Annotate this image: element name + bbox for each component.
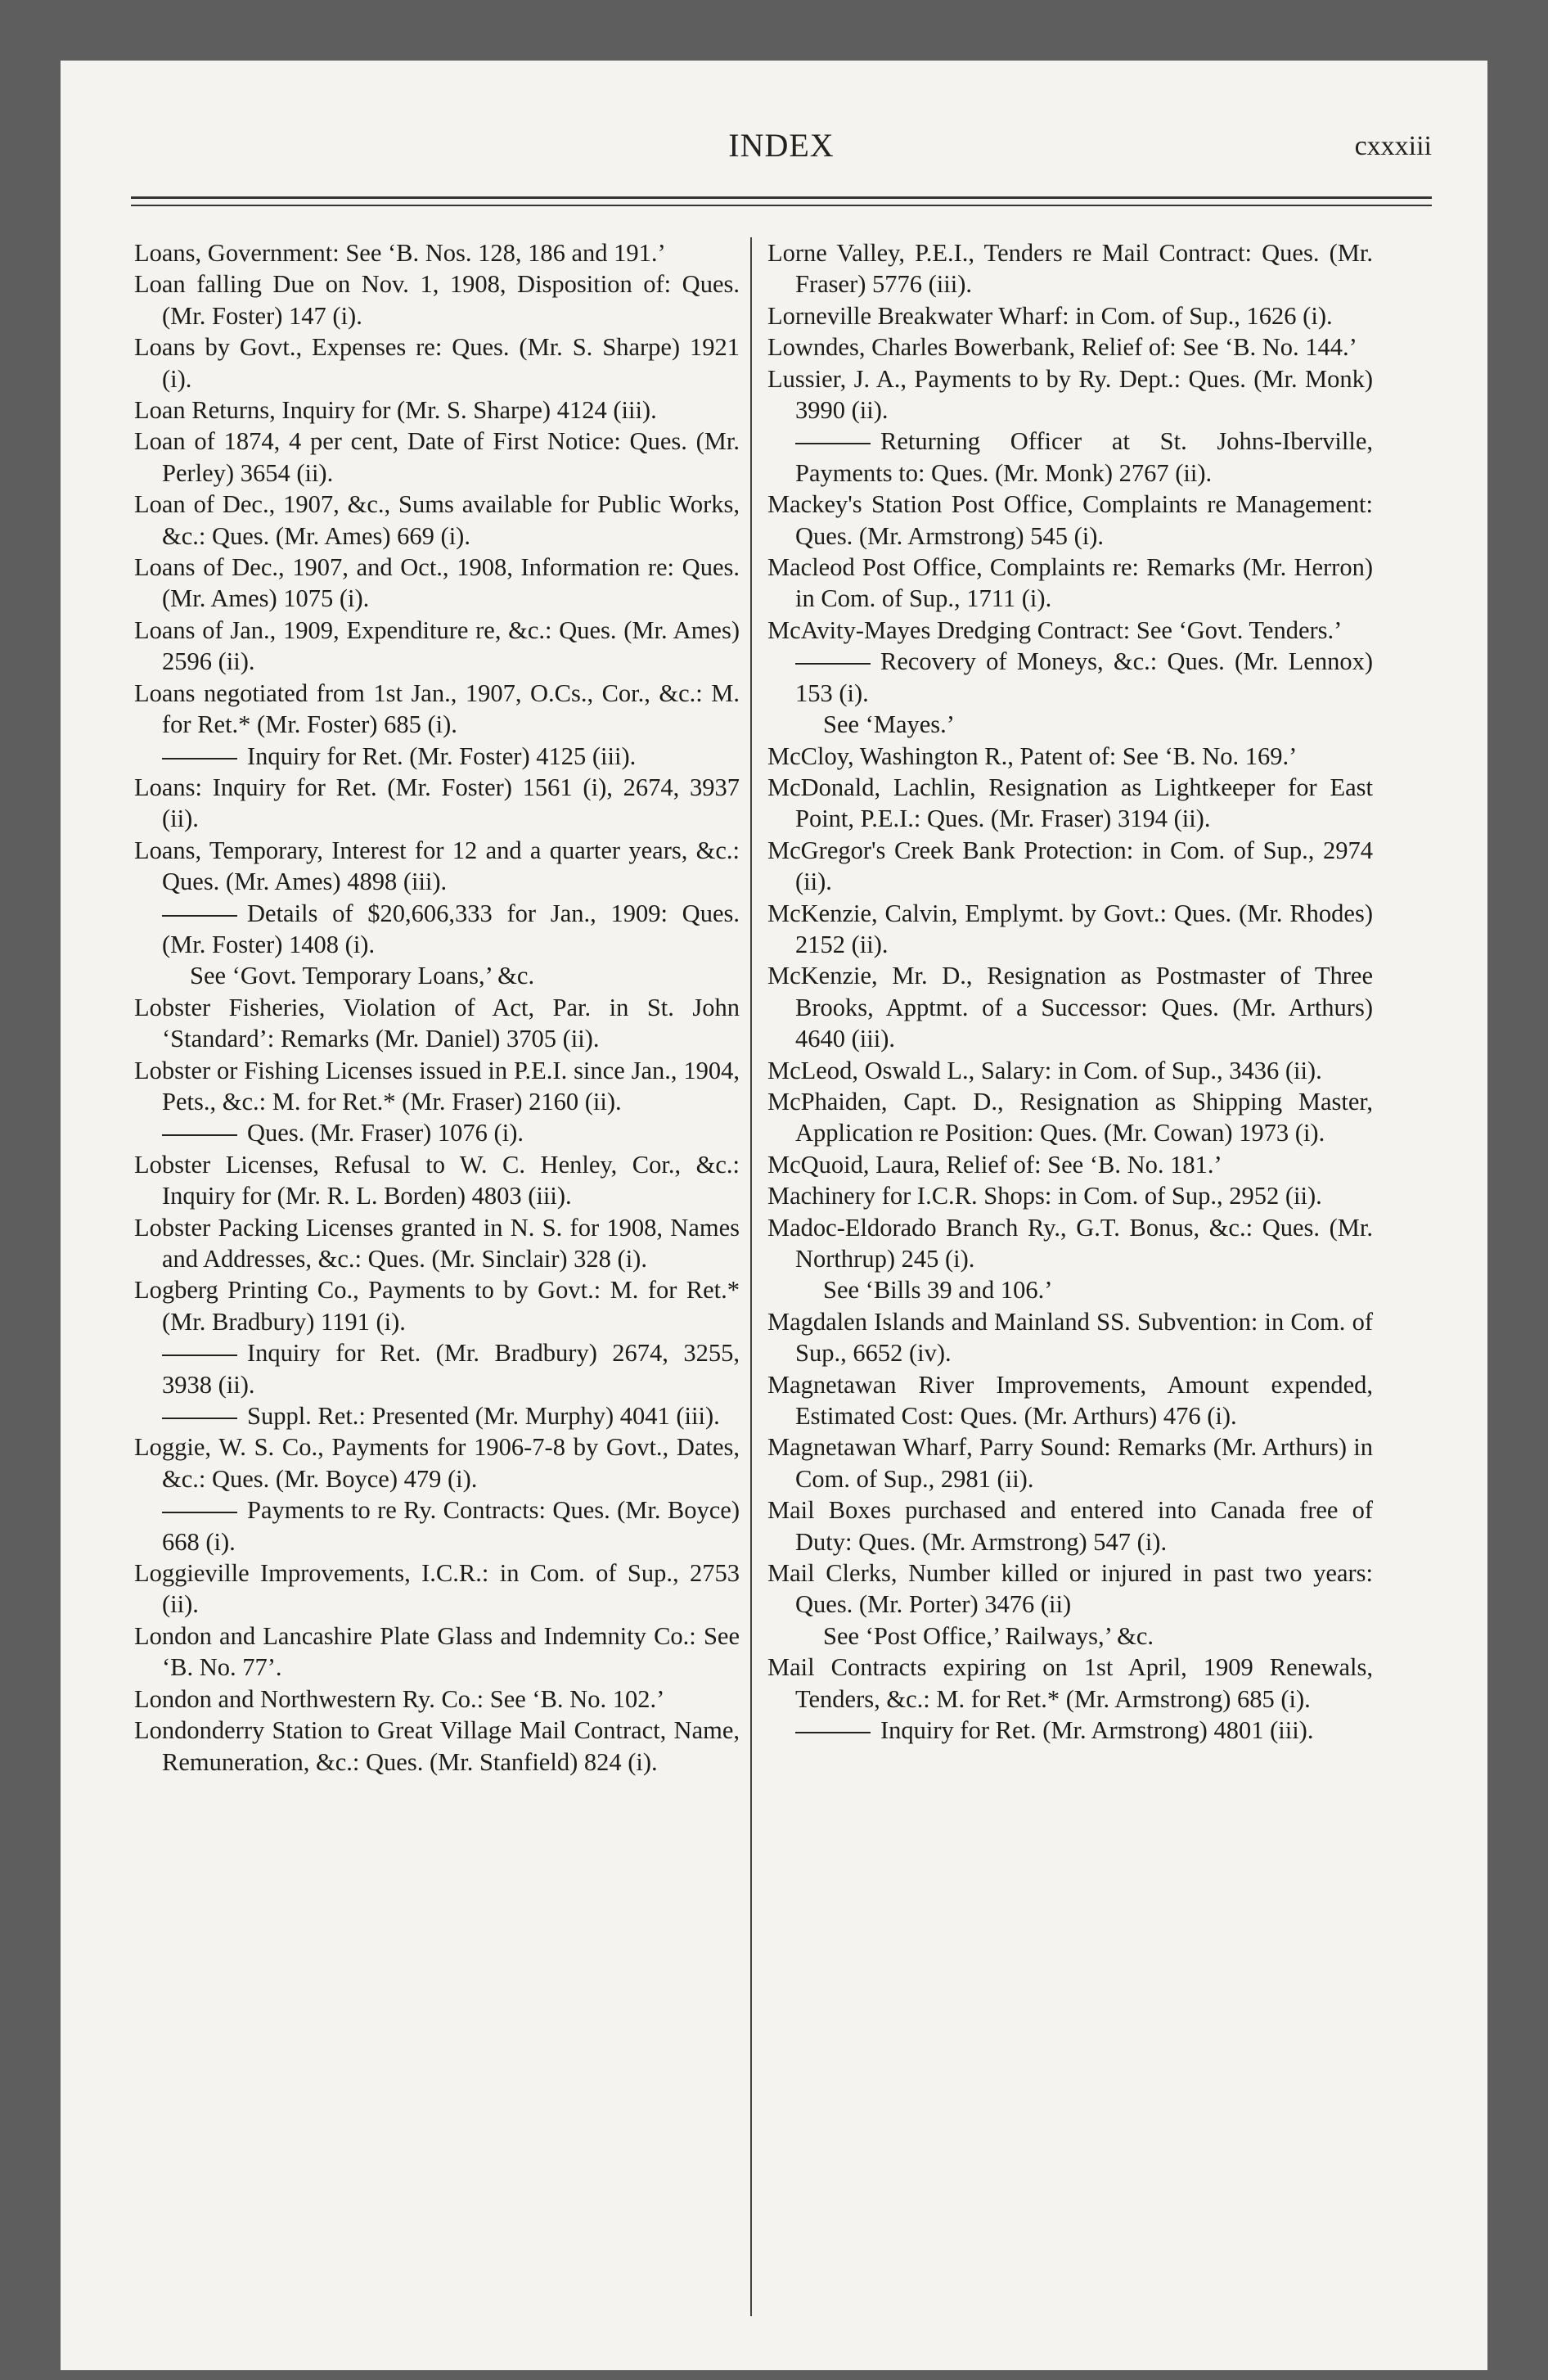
index-column-right — [767, 237, 1373, 1747]
index-entry-text: Lobster Packing Licenses granted in N. S. for 1908, Names and Addresses, &c.: Ques. (Mr. Sinclair) 328 (i). — [134, 1213, 740, 1273]
index-entry-text: Magdalen Islands and Mainland SS. Subvention: in Com. of Sup., 6652 (iv). — [767, 1307, 1373, 1368]
index-entry — [767, 960, 1373, 1054]
index-entry — [767, 1180, 1373, 1211]
index-entry — [767, 1055, 1373, 1086]
index-entry — [767, 426, 1373, 489]
ditto-dash — [162, 758, 237, 760]
index-entry — [134, 1212, 740, 1275]
index-entry-text: McKenzie, Mr. D., Resignation as Postmaster of Three Brooks, Apptmt. of a Successor: Ques. (Mr. Arthurs) 4640 (iii). — [767, 962, 1373, 1053]
index-entry — [134, 1684, 740, 1715]
index-entry-text: Loans: Inquiry for Ret. (Mr. Foster) 1561 (i), 2674, 3937 (ii). — [134, 773, 740, 833]
index-page — [61, 61, 1487, 2370]
index-entry — [767, 709, 1373, 740]
index-entry-text: Inquiry for Ret. (Mr. Armstrong) 4801 (iii). — [880, 1716, 1314, 1745]
index-entry-text: Mail Boxes purchased and entered into Canada free of Duty: Ques. (Mr. Armstrong) 547 (i). — [767, 1496, 1373, 1556]
index-entry — [134, 237, 740, 268]
index-entry-text: Inquiry for Ret. (Mr. Bradbury) 2674, 3255, 3938 (ii). — [162, 1339, 740, 1399]
index-entry-text: Loans, Temporary, Interest for 12 and a quarter years, &c.: Ques. (Mr. Ames) 4898 (iii). — [134, 836, 740, 896]
index-entry-text: Loggieville Improvements, I.C.R.: in Com. of Sup., 2753 (ii). — [134, 1559, 740, 1619]
index-entry-text: Loggie, W. S. Co., Payments for 1906-7-8 by Govt., Dates, &c.: Ques. (Mr. Boyce) 479 (i). — [134, 1433, 740, 1493]
index-entry-text: Loans negotiated from 1st Jan., 1907, O.Cs., Cor., &c.: M. for Ret.* (Mr. Foster) 685 (i). — [134, 678, 740, 739]
index-entry — [767, 1431, 1373, 1494]
ditto-dash — [795, 1732, 871, 1733]
index-entry-text: Lowndes, Charles Bowerbank, Relief of: See ‘B. No. 144.’ — [767, 333, 1357, 362]
ditto-dash — [162, 1134, 237, 1136]
index-entry-text: See ‘Govt. Temporary Loans,’ &c. — [190, 962, 535, 990]
index-entry-text: Lorneville Breakwater Wharf: in Com. of Sup., 1626 (i). — [767, 301, 1333, 330]
index-entry — [767, 1715, 1373, 1746]
index-entry — [767, 835, 1373, 898]
index-entry — [767, 300, 1373, 331]
index-entry-text: Loans by Govt., Expenses re: Ques. (Mr. S. Sharpe) 1921 (i). — [134, 333, 740, 393]
index-entry — [767, 1494, 1373, 1557]
index-entry — [134, 1337, 740, 1400]
index-entry — [134, 268, 740, 331]
index-entry-text: Loan of Dec., 1907, &c., Sums available for Public Works, &c.: Ques. (Mr. Ames) 669 (i). — [134, 490, 740, 550]
index-entry-text: Loans of Jan., 1909, Expenditure re, &c.: Ques. (Mr. Ames) 2596 (ii). — [134, 615, 740, 676]
index-column-left — [134, 237, 740, 1778]
index-entry-text: Suppl. Ret.: Presented (Mr. Murphy) 4041 (iii). — [247, 1402, 720, 1431]
index-entry-text: Payments to re Ry. Contracts: Ques. (Mr. Boyce) 668 (i). — [162, 1496, 740, 1556]
index-entry-text: Loans, Government: See ‘B. Nos. 128, 186 and 191.’ — [134, 239, 666, 267]
page-header — [131, 126, 1432, 175]
index-entry-text: See ‘Post Office,’ Railways,’ &c. — [823, 1621, 1154, 1650]
index-entry-text: McQuoid, Laura, Relief of: See ‘B. No. 181.’ — [767, 1150, 1222, 1179]
index-entry — [134, 1620, 740, 1684]
index-entry — [134, 678, 740, 741]
ditto-dash — [162, 1355, 237, 1356]
index-entry — [767, 646, 1373, 709]
index-entry — [134, 1494, 740, 1557]
index-entry — [134, 1274, 740, 1337]
index-entry — [767, 898, 1373, 961]
index-entry — [134, 1149, 740, 1212]
index-entry-text: Returning Officer at St. Johns-Iberville, Payments to: Ques. (Mr. Monk) 2767 (ii). — [795, 427, 1373, 487]
ditto-dash — [162, 1418, 237, 1419]
index-entry — [134, 426, 740, 489]
index-entry-text: Lorne Valley, P.E.I., Tenders re Mail Contract: Ques. (Mr. Fraser) 5776 (iii). — [767, 239, 1373, 299]
index-entry — [134, 331, 740, 394]
column-divider — [750, 237, 752, 2316]
index-entry — [134, 741, 740, 772]
index-entry — [767, 1086, 1373, 1149]
index-entry — [767, 363, 1373, 426]
index-entry — [767, 1557, 1373, 1620]
index-entry-text: McKenzie, Calvin, Emplymt. by Govt.: Ques. (Mr. Rhodes) 2152 (ii). — [767, 899, 1373, 958]
index-entry-text: London and Lancashire Plate Glass and Indemnity Co.: See ‘B. No. 77’. — [134, 1621, 740, 1682]
index-entry — [767, 1274, 1373, 1305]
index-entry — [134, 1400, 740, 1431]
index-entry — [767, 1620, 1373, 1652]
index-entry — [767, 331, 1373, 363]
index-entry — [767, 237, 1373, 300]
index-entry-text: Details of $20,606,333 for Jan., 1909: Ques. (Mr. Foster) 1408 (i). — [162, 899, 740, 958]
index-entry-text: Mail Clerks, Number killed or injured in past two years: Ques. (Mr. Porter) 3476 (ii) — [767, 1559, 1373, 1619]
index-entry-text: Magnetawan Wharf, Parry Sound: Remarks (Mr. Arthurs) in Com. of Sup., 2981 (ii). — [767, 1433, 1373, 1493]
index-entry — [767, 552, 1373, 615]
index-entry-text: Inquiry for Ret. (Mr. Foster) 4125 (iii). — [247, 741, 637, 770]
index-entry-text: McLeod, Oswald L., Salary: in Com. of Sup., 3436 (ii). — [767, 1056, 1322, 1084]
index-entry-text: Macleod Post Office, Complaints re: Remarks (Mr. Herron) in Com. of Sup., 1711 (i). — [767, 553, 1373, 613]
index-entry — [134, 992, 740, 1055]
index-entry — [767, 615, 1373, 646]
index-entry-text: McDonald, Lachlin, Resignation as Lightkeeper for East Point, P.E.I.: Ques. (Mr. Fraser) 3194 (ii). — [767, 773, 1373, 833]
index-entry-text: Lobster or Fishing Licenses issued in P.E.I. since Jan., 1904, Pets., &c.: M. for Ret.* (Mr. Fraser) 2160 (ii). — [134, 1056, 740, 1116]
index-entry — [767, 1149, 1373, 1180]
index-entry — [134, 615, 740, 678]
index-entry-text: See ‘Bills 39 and 106.’ — [823, 1276, 1053, 1305]
ditto-dash — [162, 915, 237, 917]
index-entry — [134, 394, 740, 426]
index-entry-text: Ques. (Mr. Fraser) 1076 (i). — [247, 1119, 524, 1147]
index-entry — [767, 1652, 1373, 1715]
index-entry-text: Machinery for I.C.R. Shops: in Com. of Sup., 2952 (ii). — [767, 1182, 1322, 1210]
index-entry-text: Mail Contracts expiring on 1st April, 1909 Renewals, Tenders, &c.: M. for Ret.* (Mr. Armstrong) 685 (i). — [767, 1653, 1373, 1713]
index-entry-text: Logberg Printing Co., Payments to by Govt.: M. for Ret.* (Mr. Bradbury) 1191 (i). — [134, 1276, 740, 1336]
index-entry — [134, 835, 740, 898]
ditto-dash — [795, 443, 871, 444]
index-entry-text: Loans of Dec., 1907, and Oct., 1908, Information re: Ques. (Mr. Ames) 1075 (i). — [134, 553, 740, 613]
index-entry-text: Lobster Licenses, Refusal to W. C. Henley, Cor., &c.: Inquiry for (Mr. R. L. Borden) 4803 (iii). — [134, 1150, 740, 1210]
index-entry-text: McPhaiden, Capt. D., Resignation as Shipping Master, Application re Position: Ques. (Mr. Cowan) 1973 (i). — [767, 1087, 1373, 1147]
header-rule-bottom — [131, 205, 1432, 206]
index-entry-text: McCloy, Washington R., Patent of: See ‘B. No. 169.’ — [767, 741, 1298, 770]
ditto-dash — [795, 663, 871, 665]
index-entry — [134, 552, 740, 615]
page-title: INDEX — [728, 127, 835, 164]
index-entry — [134, 489, 740, 552]
index-entry — [767, 1306, 1373, 1369]
index-entry — [134, 960, 740, 991]
index-entry — [767, 741, 1373, 772]
index-entry-text: Magnetawan River Improvements, Amount expended, Estimated Cost: Ques. (Mr. Arthurs) 476 (i). — [767, 1370, 1373, 1431]
index-entry — [134, 898, 740, 961]
index-entry-text: Madoc-Eldorado Branch Ry., G.T. Bonus, &c.: Ques. (Mr. Northrup) 245 (i). — [767, 1213, 1373, 1273]
index-entry — [134, 1431, 740, 1494]
index-entry-text: Loan of 1874, 4 per cent, Date of First Notice: Ques. (Mr. Perley) 3654 (ii). — [134, 427, 740, 487]
index-entry-text: Londonderry Station to Great Village Mail Contract, Name, Remuneration, &c.: Ques. (Mr. Stanfield) 824 (i). — [134, 1716, 740, 1776]
index-entry — [134, 1117, 740, 1148]
index-entry-text: Mackey's Station Post Office, Complaints re Management: Ques. (Mr. Armstrong) 545 (i). — [767, 490, 1373, 550]
page-number: cxxxiii — [1354, 131, 1432, 161]
index-entry-text: Loan Returns, Inquiry for (Mr. S. Sharpe) 4124 (iii). — [134, 396, 657, 425]
index-entry — [134, 772, 740, 835]
index-entry — [134, 1715, 740, 1778]
index-entry — [767, 1212, 1373, 1275]
index-entry-text: Recovery of Moneys, &c.: Ques. (Mr. Lennox) 153 (i). — [795, 647, 1373, 707]
index-entry-text: London and Northwestern Ry. Co.: See ‘B. No. 102.’ — [134, 1684, 665, 1713]
index-entry-text: Loan falling Due on Nov. 1, 1908, Disposition of: Ques. (Mr. Foster) 147 (i). — [134, 270, 740, 330]
index-entry-text: McGregor's Creek Bank Protection: in Com. of Sup., 2974 (ii). — [767, 836, 1373, 896]
index-entry-text: See ‘Mayes.’ — [823, 710, 955, 739]
index-entry-text: McAvity-Mayes Dredging Contract: See ‘Govt. Tenders.’ — [767, 615, 1343, 644]
header-rule-top — [131, 196, 1432, 199]
index-entry — [767, 772, 1373, 835]
index-entry — [767, 1369, 1373, 1432]
ditto-dash — [162, 1512, 237, 1513]
index-entry — [134, 1055, 740, 1118]
index-entry-text: Lussier, J. A., Payments to by Ry. Dept.: Ques. (Mr. Monk) 3990 (ii). — [767, 364, 1373, 425]
index-entry-text: Lobster Fisheries, Violation of Act, Par. in St. John ‘Standard’: Remarks (Mr. Daniel) 3705 (ii). — [134, 993, 740, 1053]
index-entry — [134, 1557, 740, 1620]
index-entry — [767, 489, 1373, 552]
